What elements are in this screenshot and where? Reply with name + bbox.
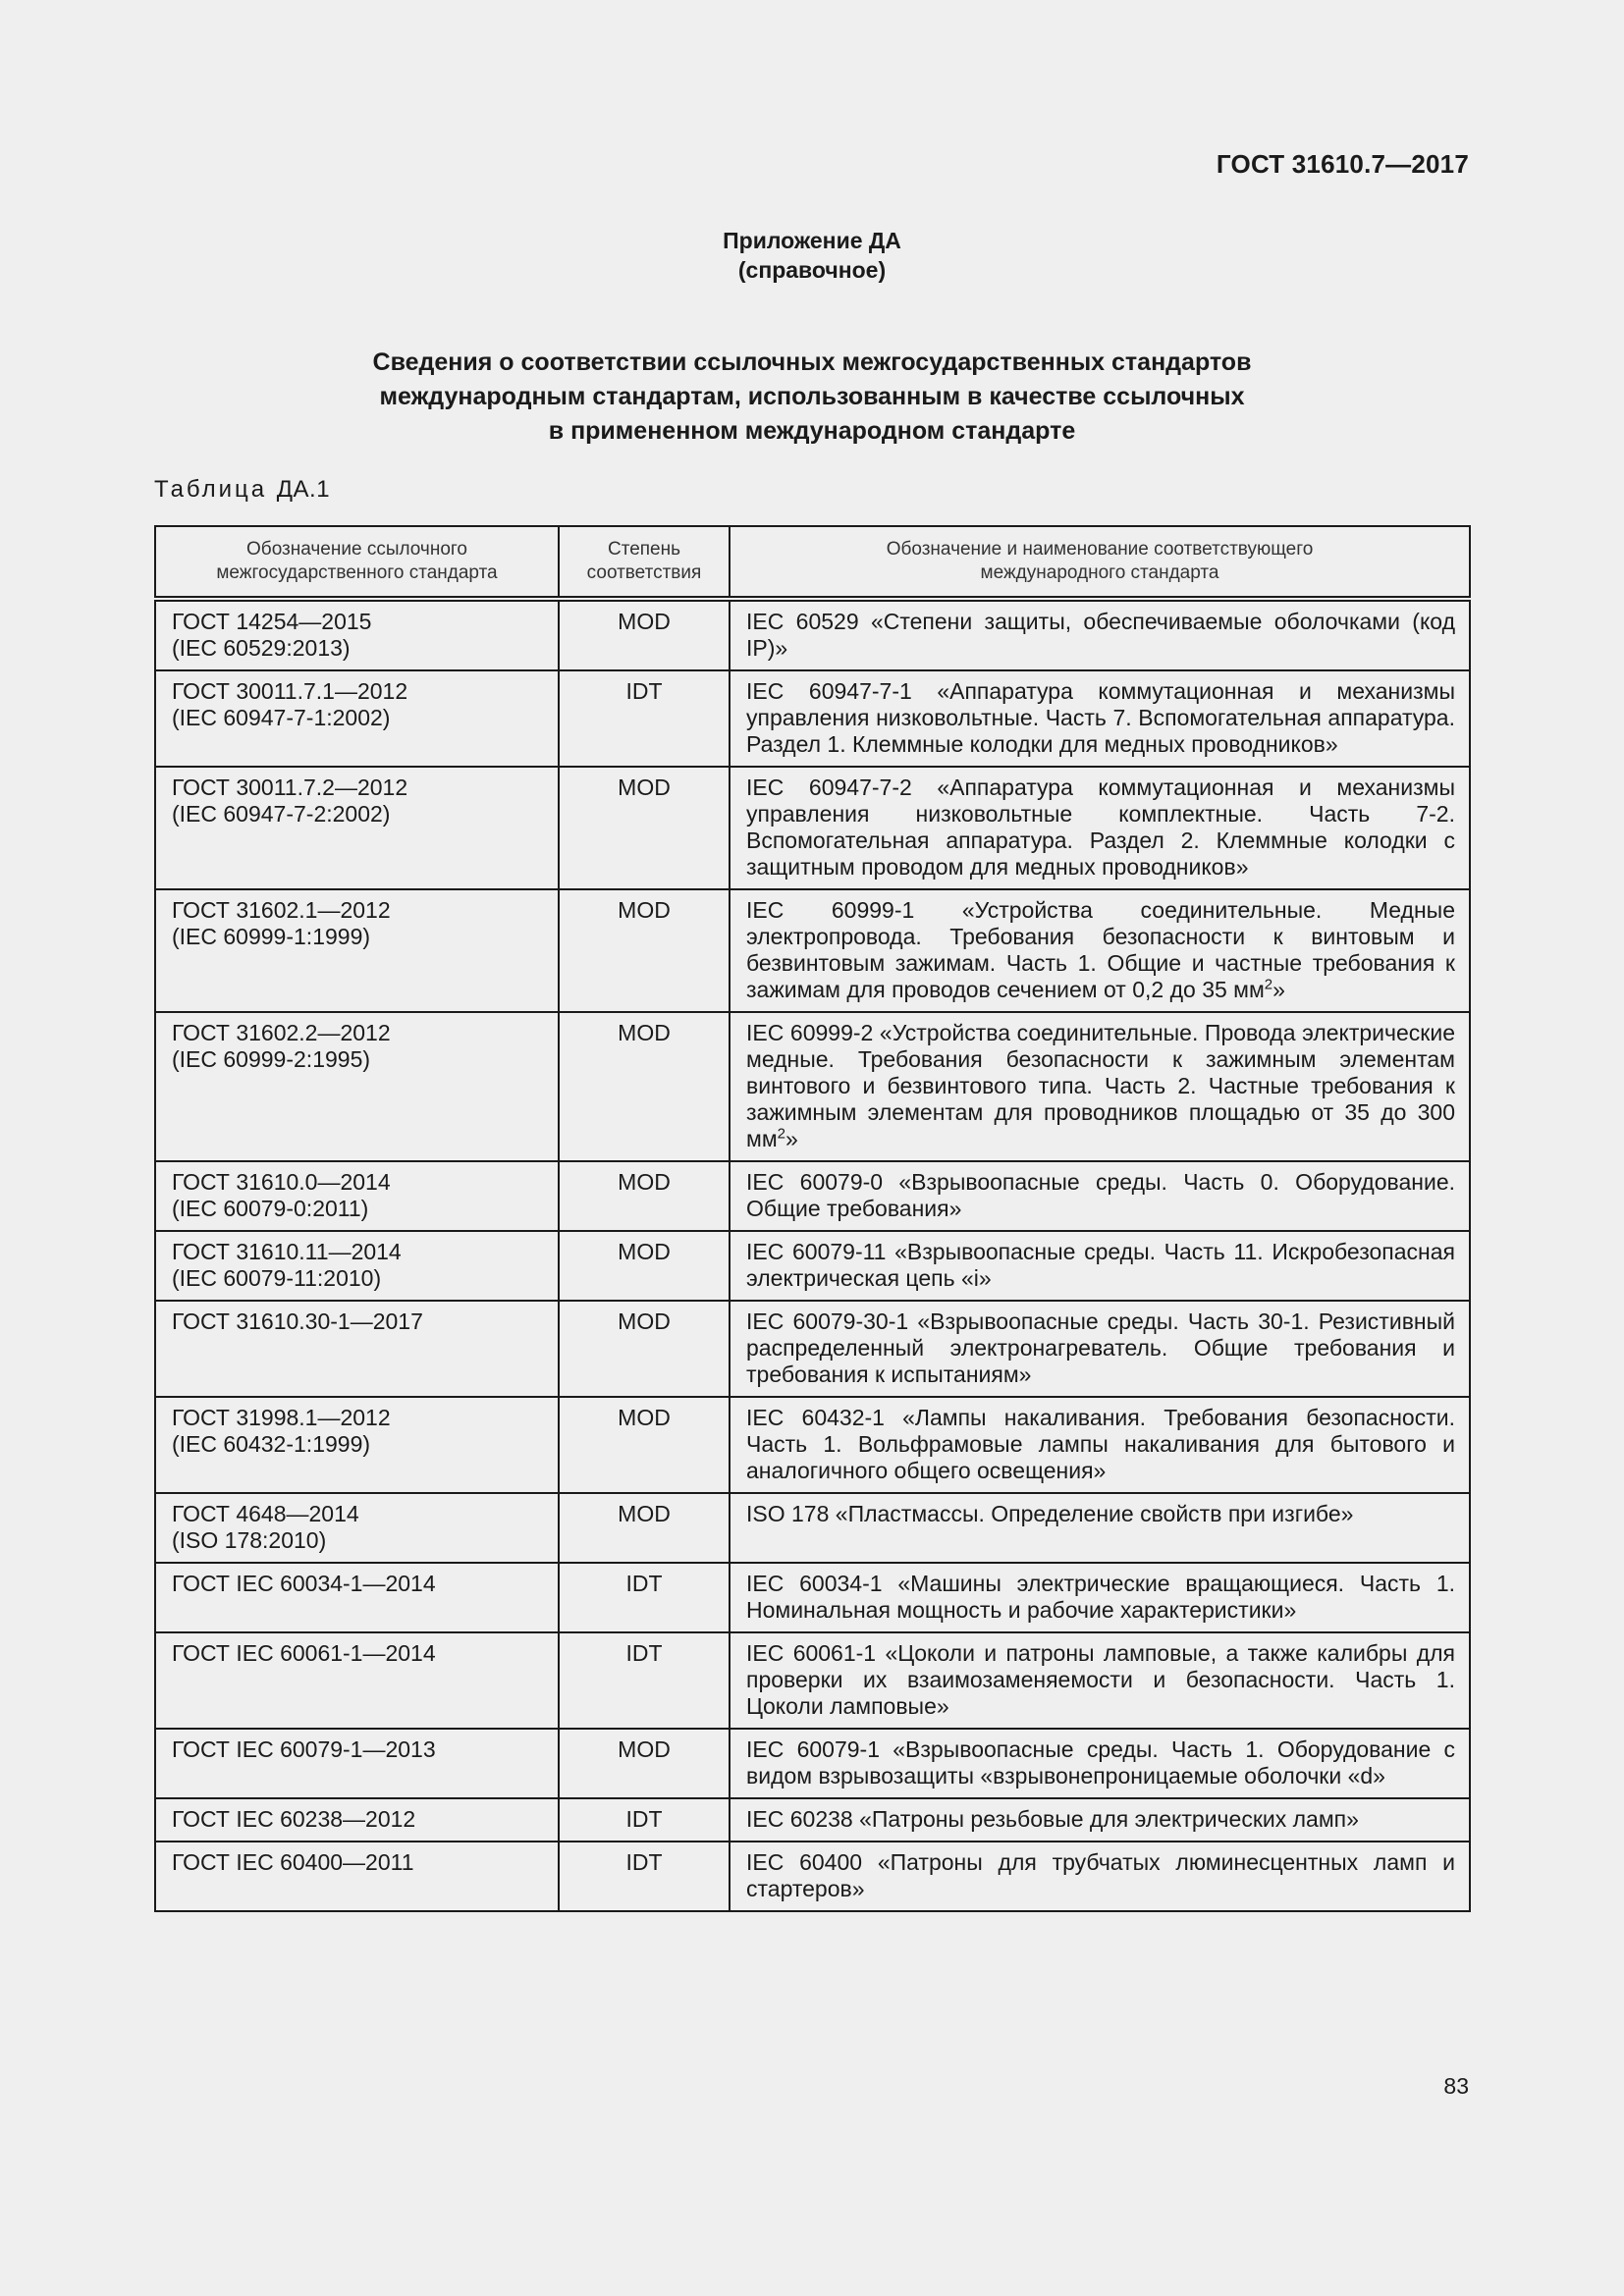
gost-designation: ГОСТ IEC 60079-1—2013 — [172, 1736, 436, 1762]
cell-referenced-standard — [155, 1842, 559, 1911]
international-standard-text: IEC 60061-1 «Цоколи и патроны ламповые, а также калибры для проверки их взаимозаменяемости и безопасности. Часть 1. Цоколи ламповые» — [746, 1640, 1455, 1719]
cell-referenced-standard — [155, 767, 559, 889]
cell-degree-of-conformity: MOD — [559, 1493, 730, 1563]
gost-designation: ГОСТ 31610.30-1—2017 — [172, 1308, 423, 1334]
international-standard-text: IEC 60432-1 «Лампы накаливания. Требования безопасности. Часть 1. Вольфрамовые лампы накаливания для бытового и аналогичного общего освещения» — [746, 1405, 1455, 1483]
cell-international-standard — [730, 1632, 1470, 1729]
table-row — [155, 1397, 1470, 1493]
gost-designation: ГОСТ IEC 60238—2012 — [172, 1806, 416, 1832]
cell-degree-of-conformity: MOD — [559, 1012, 730, 1161]
appendix-title: Приложение ДА — [723, 228, 901, 253]
cell-degree-of-conformity: MOD — [559, 889, 730, 1012]
table-row — [155, 1632, 1470, 1729]
gost-designation: ГОСТ IEC 60061-1—2014 — [172, 1640, 436, 1666]
international-standard-text: IEC 60079-0 «Взрывоопасные среды. Часть 0. Оборудование. Общие требования» — [746, 1169, 1455, 1221]
cell-international-standard — [730, 670, 1470, 767]
table-caption-number: ДА.1 — [276, 476, 331, 503]
cell-referenced-standard — [155, 1012, 559, 1161]
table-row — [155, 1563, 1470, 1632]
international-standard-text: IEC 60947-7-2 «Аппаратура коммутационная и механизмы управления низковольтные комплектные. Часть 7-2. Вспомогательная аппаратура. Раздел 2. Клеммные колодки с защитным проводом для медных проводников» — [746, 774, 1455, 880]
closing-quote: » — [1272, 977, 1285, 1002]
gost-designation: (IEC 60432-1:1999) — [172, 1431, 371, 1457]
cell-referenced-standard — [155, 1231, 559, 1301]
table-row — [155, 1012, 1470, 1161]
gost-designation: (IEC 60947-7-1:2002) — [172, 705, 391, 730]
cell-degree-of-conformity: IDT — [559, 1842, 730, 1911]
section-title-line: Сведения о соответствии ссылочных межгосударственных стандартов — [372, 348, 1252, 376]
appendix-heading — [0, 226, 1624, 285]
international-standard-text: IEC 60238 «Патроны резьбовые для электрических ламп» — [746, 1806, 1359, 1832]
table-row — [155, 1842, 1470, 1911]
cell-international-standard — [730, 1563, 1470, 1632]
gost-designation: (IEC 60529:2013) — [172, 635, 351, 661]
cell-referenced-standard — [155, 1397, 559, 1493]
gost-designation: (IEC 60947-7-2:2002) — [172, 801, 391, 827]
header-referenced-standard: Обозначение ссылочного межгосударственного стандарта — [155, 526, 559, 599]
international-standard-text: IEC 60529 «Степени защиты, обеспечиваемые оболочками (код IP)» — [746, 609, 1455, 661]
table-row — [155, 1493, 1470, 1563]
cell-international-standard — [730, 889, 1470, 1012]
international-standard-text: IEC 60079-11 «Взрывоопасные среды. Часть 11. Искробезопасная электрическая цепь «i» — [746, 1239, 1455, 1291]
cell-degree-of-conformity: IDT — [559, 1798, 730, 1842]
page-number: 83 — [1443, 2073, 1469, 2099]
standards-table — [154, 525, 1471, 1912]
international-standard-text: IEC 60947-7-1 «Аппаратура коммутационная и механизмы управления низковольтные. Часть 7. Вспомогательная аппаратура. Раздел 1. Клеммные колодки для медных проводников» — [746, 678, 1455, 757]
table-caption-word: Таблица — [154, 476, 268, 503]
cell-referenced-standard — [155, 1798, 559, 1842]
cell-international-standard — [730, 1842, 1470, 1911]
gost-designation: (IEC 60079-11:2010) — [172, 1265, 382, 1291]
section-title — [0, 346, 1624, 449]
gost-designation: ГОСТ 4648—2014 — [172, 1501, 359, 1526]
cell-referenced-standard — [155, 1563, 559, 1632]
gost-designation: ГОСТ 30011.7.1—2012 — [172, 678, 408, 704]
table-row — [155, 767, 1470, 889]
cell-international-standard — [730, 1493, 1470, 1563]
table-row — [155, 1231, 1470, 1301]
international-standard-text: IEC 60079-1 «Взрывоопасные среды. Часть 1. Оборудование с видом взрывозащиты «взрывонепроницаемые оболочки «d» — [746, 1736, 1455, 1789]
international-standard-text: ISO 178 «Пластмассы. Определение свойств при изгибе» — [746, 1501, 1354, 1526]
table-row — [155, 1798, 1470, 1842]
gost-designation: ГОСТ IEC 60034-1—2014 — [172, 1571, 436, 1596]
cell-referenced-standard — [155, 599, 559, 670]
gost-designation: (IEC 60079-0:2011) — [172, 1196, 369, 1221]
superscript: 2 — [777, 1125, 785, 1143]
gost-designation: ГОСТ 31602.2—2012 — [172, 1020, 391, 1045]
section-title-line: международным стандартам, использованным в качестве ссылочных — [379, 383, 1245, 410]
gost-designation: (ISO 178:2010) — [172, 1527, 327, 1553]
table-row — [155, 889, 1470, 1012]
gost-designation: (IEC 60999-2:1995) — [172, 1046, 371, 1072]
gost-designation: ГОСТ 30011.7.2—2012 — [172, 774, 408, 800]
gost-designation: ГОСТ 31602.1—2012 — [172, 897, 391, 923]
cell-degree-of-conformity: IDT — [559, 1632, 730, 1729]
superscript: 2 — [1264, 976, 1273, 993]
cell-international-standard — [730, 1397, 1470, 1493]
table-caption — [154, 476, 330, 504]
cell-degree-of-conformity: MOD — [559, 1397, 730, 1493]
cell-degree-of-conformity: MOD — [559, 1301, 730, 1397]
table-row — [155, 1161, 1470, 1231]
section-title-line: в примененном международном стандарте — [548, 417, 1076, 445]
cell-international-standard — [730, 1161, 1470, 1231]
gost-designation: ГОСТ 31998.1—2012 — [172, 1405, 391, 1430]
cell-international-standard — [730, 767, 1470, 889]
cell-degree-of-conformity: IDT — [559, 1563, 730, 1632]
cell-referenced-standard — [155, 889, 559, 1012]
gost-designation: ГОСТ 14254—2015 — [172, 609, 372, 634]
table-row — [155, 1301, 1470, 1397]
international-standard-text: IEC 60079-30-1 «Взрывоопасные среды. Часть 30-1. Резистивный распределенный электронагреватель. Общие требования и требования к испытаниям» — [746, 1308, 1455, 1387]
gost-designation: ГОСТ 31610.11—2014 — [172, 1239, 402, 1264]
cell-international-standard — [730, 599, 1470, 670]
cell-international-standard — [730, 1012, 1470, 1161]
table-row — [155, 1729, 1470, 1798]
page-header-standard-id: ГОСТ 31610.7—2017 — [1216, 149, 1469, 179]
cell-degree-of-conformity: MOD — [559, 599, 730, 670]
cell-international-standard — [730, 1301, 1470, 1397]
cell-degree-of-conformity: MOD — [559, 767, 730, 889]
cell-international-standard — [730, 1729, 1470, 1798]
international-standard-text: IEC 60999-2 «Устройства соединительные. Провода электрические медные. Требования безопасности к зажимным элементам винтового и безвинтового типа. Часть 2. Частные требования к зажимным элементам для проводников площадью от 35 до 300 мм — [746, 1020, 1455, 1151]
cell-degree-of-conformity: MOD — [559, 1729, 730, 1798]
cell-referenced-standard — [155, 1729, 559, 1798]
header-degree-of-conformity: Степень соответствия — [559, 526, 730, 599]
closing-quote: » — [785, 1126, 798, 1151]
cell-referenced-standard — [155, 1161, 559, 1231]
international-standard-text: IEC 60400 «Патроны для трубчатых люминесцентных ламп и стартеров» — [746, 1849, 1455, 1901]
international-standard-text: IEC 60999-1 «Устройства соединительные. Медные электропровода. Требования безопасности к винтовым и безвинтовым зажимам. Часть 1. Общие и частные требования к зажимам для проводов сечением от 0,2 до 35 мм — [746, 897, 1455, 1002]
international-standard-text: IEC 60034-1 «Машины электрические вращающиеся. Часть 1. Номинальная мощность и рабочие характеристики» — [746, 1571, 1455, 1623]
gost-designation: (IEC 60999-1:1999) — [172, 924, 371, 949]
table-row — [155, 670, 1470, 767]
cell-referenced-standard — [155, 1493, 559, 1563]
appendix-subtitle: (справочное) — [737, 257, 887, 283]
gost-designation: ГОСТ IEC 60400—2011 — [172, 1849, 414, 1875]
cell-degree-of-conformity: MOD — [559, 1161, 730, 1231]
table-row — [155, 599, 1470, 670]
cell-international-standard — [730, 1231, 1470, 1301]
header-international-standard: Обозначение и наименование соответствующего международного стандарта — [730, 526, 1470, 599]
table-body — [155, 599, 1470, 1911]
cell-degree-of-conformity: MOD — [559, 1231, 730, 1301]
cell-degree-of-conformity: IDT — [559, 670, 730, 767]
cell-referenced-standard — [155, 1632, 559, 1729]
table-header-row — [155, 526, 1470, 599]
cell-referenced-standard — [155, 670, 559, 767]
gost-designation: ГОСТ 31610.0—2014 — [172, 1169, 391, 1195]
cell-international-standard — [730, 1798, 1470, 1842]
cell-referenced-standard — [155, 1301, 559, 1397]
